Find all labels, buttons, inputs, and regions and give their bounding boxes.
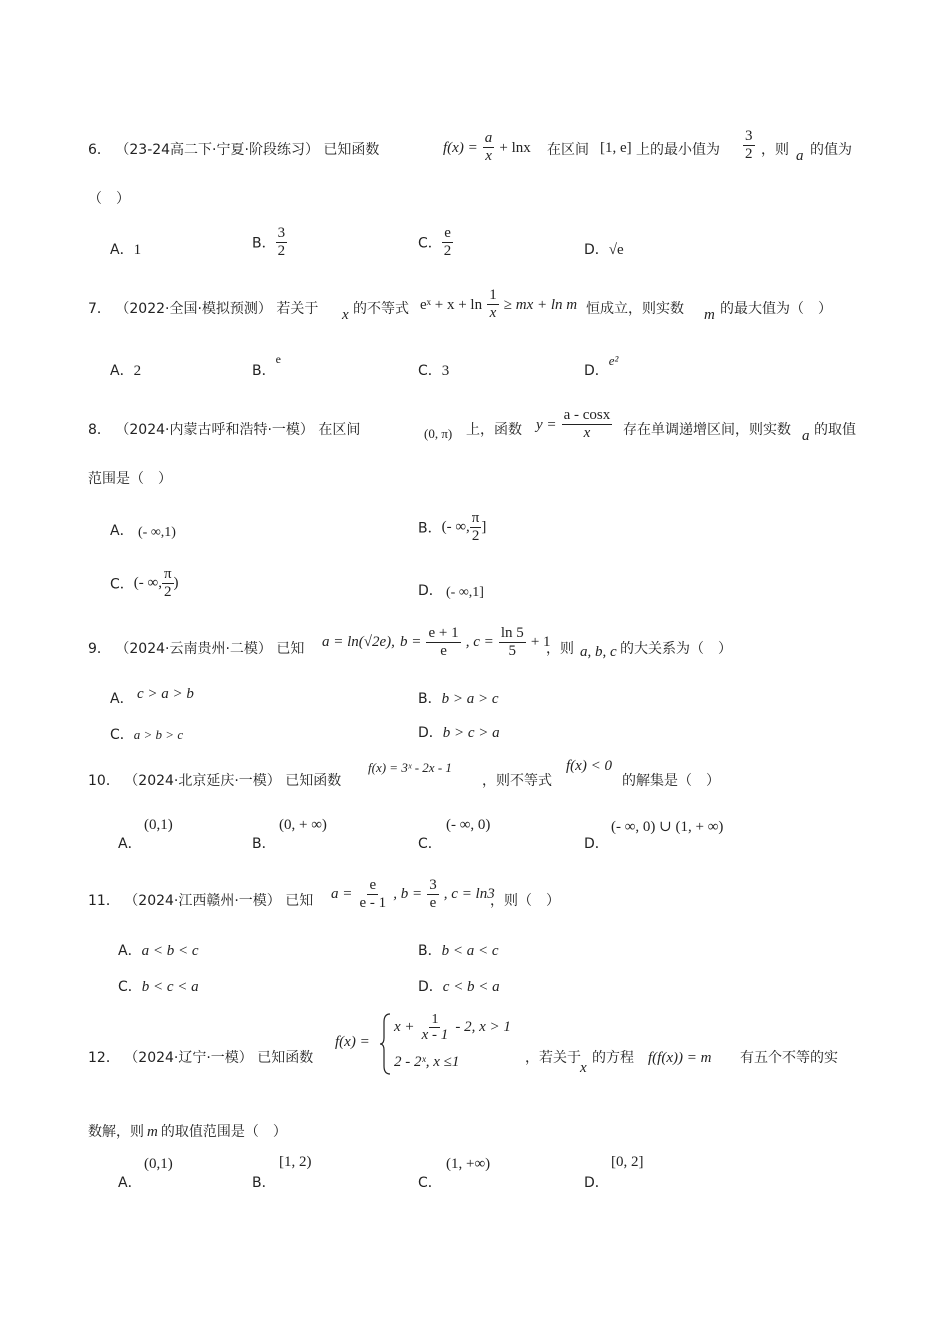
piecewise-case-2: 2 - 2ˣ, x ≤1 <box>394 1054 460 1070</box>
question-text: 在区间 <box>318 422 361 438</box>
question-text: 数解，则 m 的取值范围是（ ） <box>88 1124 287 1140</box>
math-var: a <box>796 148 804 164</box>
question-text: 若关于 <box>276 301 319 317</box>
question-text: 已知函数 <box>323 142 380 158</box>
option-b[interactable]: B． <box>252 1175 276 1191</box>
option-c-value[interactable]: (1, +∞) <box>446 1156 491 1172</box>
math-var: x <box>580 1060 587 1076</box>
question-6 <box>88 141 379 159</box>
question-source: （23-24高二下·宁夏·阶段练习） <box>115 142 319 158</box>
question-source: （2024·江西赣州·一模） <box>124 893 281 909</box>
math-fraction: $\frac{3}{2}$ <box>745 128 753 162</box>
question-text: 有五个不等的实 <box>740 1050 838 1066</box>
question-text: 已知函数 <box>285 773 342 789</box>
option-a-value[interactable]: c > a > b <box>137 686 194 702</box>
question-text: 的不等式 <box>353 301 409 317</box>
question-text: 的大关系为（ ） <box>620 641 732 657</box>
question-number: 6． <box>88 142 111 158</box>
option-b[interactable]: B．e <box>252 352 281 379</box>
math-equation: f(f(x)) = m <box>648 1050 712 1066</box>
question-11 <box>88 892 313 910</box>
question-12 <box>88 1049 313 1067</box>
option-d-value[interactable]: (- ∞, 0) ∪ (1, + ∞) <box>611 819 724 835</box>
question-text: 的方程 <box>592 1050 634 1066</box>
math-vars: a, b, c <box>580 644 617 660</box>
question-number: 8． <box>88 422 111 438</box>
question-text: 已知 <box>276 641 305 657</box>
option-d-value[interactable]: (- ∞,1] <box>446 585 484 600</box>
question-text: 的解集是（ ） <box>622 773 720 789</box>
math-function: y = $\frac{a - \cos x}{x}$ <box>536 407 611 441</box>
option-a[interactable]: A．1 <box>110 242 142 258</box>
question-text: 恒成立，则实数 <box>586 301 684 317</box>
question-number: 7． <box>88 301 111 317</box>
math-inequality: eˣ + x + ln $\frac{1}{x}$ ≥ mx + ln m <box>420 287 578 321</box>
option-c[interactable]: C． <box>418 1175 442 1191</box>
option-c[interactable]: C．(- ∞, $\frac{\pi}{2}$ ) <box>110 566 179 600</box>
option-a[interactable]: A． <box>118 1175 142 1191</box>
option-d[interactable]: D．b > c > a <box>418 725 500 741</box>
question-text: 的最大值为（ ） <box>720 301 832 317</box>
piecewise-brace-icon <box>380 1012 392 1076</box>
math-function: f(x) = 3ˣ - 2x - 1 <box>368 760 452 775</box>
option-b-value[interactable]: [1, 2) <box>279 1154 312 1170</box>
math-interval: (0, π) <box>424 426 453 441</box>
option-a-label[interactable]: A． <box>110 691 134 707</box>
question-number: 10． <box>88 773 120 789</box>
question-text: 存在单调递增区间，则实数 <box>623 422 791 438</box>
question-text: ，若关于 <box>525 1050 581 1066</box>
question-text: 的取值 <box>814 422 856 438</box>
question-text: 在区间 <box>547 142 589 158</box>
option-d[interactable]: D． <box>584 1175 609 1191</box>
option-b[interactable]: B．b < a < c <box>418 943 499 959</box>
option-b[interactable]: B． <box>252 836 276 852</box>
option-a[interactable]: A． <box>110 523 134 539</box>
option-a[interactable]: A．a < b < c <box>118 943 199 959</box>
question-text: ，则 <box>546 641 574 657</box>
question-text: ，则 <box>761 142 789 158</box>
option-d[interactable]: D． <box>418 583 443 599</box>
answer-paren: （ ） <box>88 191 130 207</box>
question-7 <box>88 300 318 318</box>
option-b[interactable]: B． $\frac{3}{2}$ <box>252 225 286 259</box>
option-c[interactable]: C．a > b > c <box>110 727 184 743</box>
question-text: ，则（ ） <box>490 893 560 909</box>
piecewise-case-1: x + $\frac{1}{x - 1}$ - 2, x > 1 <box>394 1012 511 1043</box>
question-source: （2024·内蒙古呼和浩特·一模） <box>115 422 314 438</box>
question-source: （2024·北京延庆·一模） <box>124 773 281 789</box>
math-interval: [1, e] <box>600 140 632 156</box>
question-source: （2024·辽宁·一模） <box>124 1050 253 1066</box>
math-var: a <box>802 428 810 444</box>
option-a[interactable]: A． <box>118 836 142 852</box>
math-fx: f(x) = <box>335 1034 370 1050</box>
question-8 <box>88 421 360 439</box>
option-c-value[interactable]: (- ∞, 0) <box>446 817 491 833</box>
option-b-value[interactable]: (0, + ∞) <box>279 817 327 833</box>
question-number: 11． <box>88 893 120 909</box>
option-c[interactable]: C．3 <box>418 363 450 379</box>
option-b[interactable]: B．(- ∞, $\frac{\pi}{2}$ ] <box>418 510 487 544</box>
option-b[interactable]: B．b > a > c <box>418 691 499 707</box>
option-c[interactable]: C． <box>418 836 442 852</box>
question-text: 范围是（ ） <box>88 471 172 487</box>
option-c[interactable]: C． $\frac{e}{2}$ <box>418 225 452 259</box>
question-number: 12． <box>88 1050 120 1066</box>
math-definitions: a = $\frac{e}{e - 1}$ , b = $\frac{3}{e}$ , c = ln3 <box>331 877 495 911</box>
question-text: 上，函数 <box>466 422 522 438</box>
option-a-value[interactable]: (0,1) <box>144 817 173 833</box>
option-d[interactable]: D．e² <box>584 353 619 379</box>
question-source: （2024·云南贵州·二模） <box>115 641 272 657</box>
question-text: 已知 <box>285 893 314 909</box>
math-fx: f(x) = $\frac{a}{x}$ + lnx <box>443 130 531 164</box>
option-d[interactable]: D．c < b < a <box>418 979 500 995</box>
question-text: ，则不等式 <box>482 773 552 789</box>
option-d[interactable]: D．√e <box>584 242 624 258</box>
option-d-value[interactable]: [0, 2] <box>611 1154 644 1170</box>
question-number: 9． <box>88 641 111 657</box>
math-var: x <box>342 307 349 323</box>
question-9 <box>88 640 304 658</box>
question-10 <box>88 772 341 790</box>
math-var: m <box>704 307 715 323</box>
option-a-value[interactable]: (0,1) <box>144 1156 173 1172</box>
option-a-value[interactable]: (- ∞,1) <box>138 525 176 540</box>
math-fraction: $\frac{a}{x}$ <box>484 130 493 164</box>
question-text: 的值为 <box>810 142 852 158</box>
math-definitions: a = ln(√2e), b = $\frac{e + 1}{e}$ , c = $\frac{\ln 5}{5}$ + 1 <box>322 625 551 659</box>
question-text: 已知函数 <box>257 1050 314 1066</box>
math-inequality: f(x) < 0 <box>566 758 612 774</box>
option-c[interactable]: C．b < c < a <box>118 979 199 995</box>
question-source: （2022·全国·模拟预测） <box>115 301 272 317</box>
question-text: 上的最小值为 <box>636 142 720 158</box>
option-a[interactable]: A．2 <box>110 363 142 379</box>
option-d[interactable]: D． <box>584 836 609 852</box>
